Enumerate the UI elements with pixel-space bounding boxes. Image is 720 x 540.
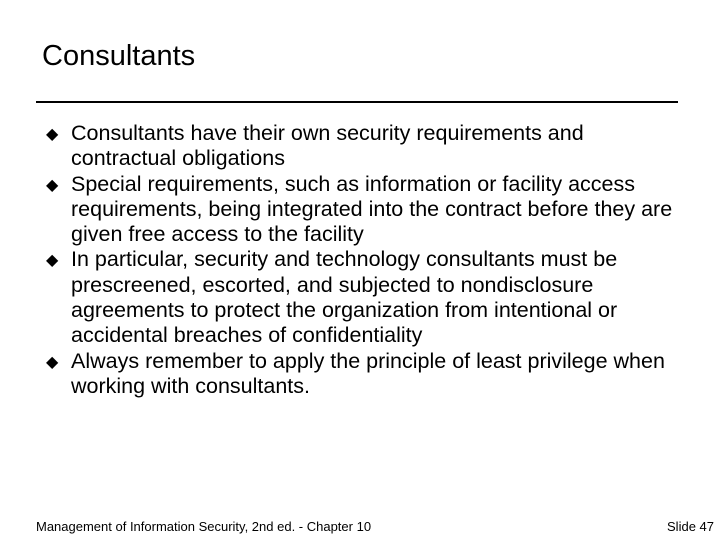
bullet-item-least-privilege bbox=[46, 349, 686, 400]
bullet-text: Always remember to apply the principle of least privilege when working with consultants. bbox=[71, 348, 665, 398]
diamond-bullet-icon: ◆ bbox=[46, 252, 59, 270]
bullet-item-special-requirements bbox=[46, 172, 686, 248]
bullet-item-prescreening bbox=[46, 247, 686, 348]
bullet-item-consultant-requirements bbox=[46, 121, 686, 172]
bullet-list bbox=[46, 121, 686, 399]
title-divider bbox=[36, 101, 678, 103]
bullet-text: Consultants have their own security requirements and contractual obligations bbox=[71, 121, 584, 171]
diamond-bullet-icon: ◆ bbox=[46, 126, 59, 143]
bullet-text: Special requirements, such as information or facility access requirements, being integrated into the contract before they are given free access to the facility bbox=[71, 171, 673, 247]
footer-slide-number: Slide 47 bbox=[667, 519, 714, 534]
diamond-bullet-icon: ◆ bbox=[46, 176, 59, 194]
footer-course-title: Management of Information Security, 2nd ed. - Chapter 10 bbox=[36, 519, 372, 534]
bullet-text: In particular, security and technology consultants must be prescreened, escorted, and subjected to nondisclosure agreements to protect the organization from intentional or accidental breaches of confidentiality bbox=[71, 247, 618, 348]
diamond-bullet-icon: ◆ bbox=[46, 353, 59, 371]
slide-title: Consultants bbox=[42, 40, 196, 72]
